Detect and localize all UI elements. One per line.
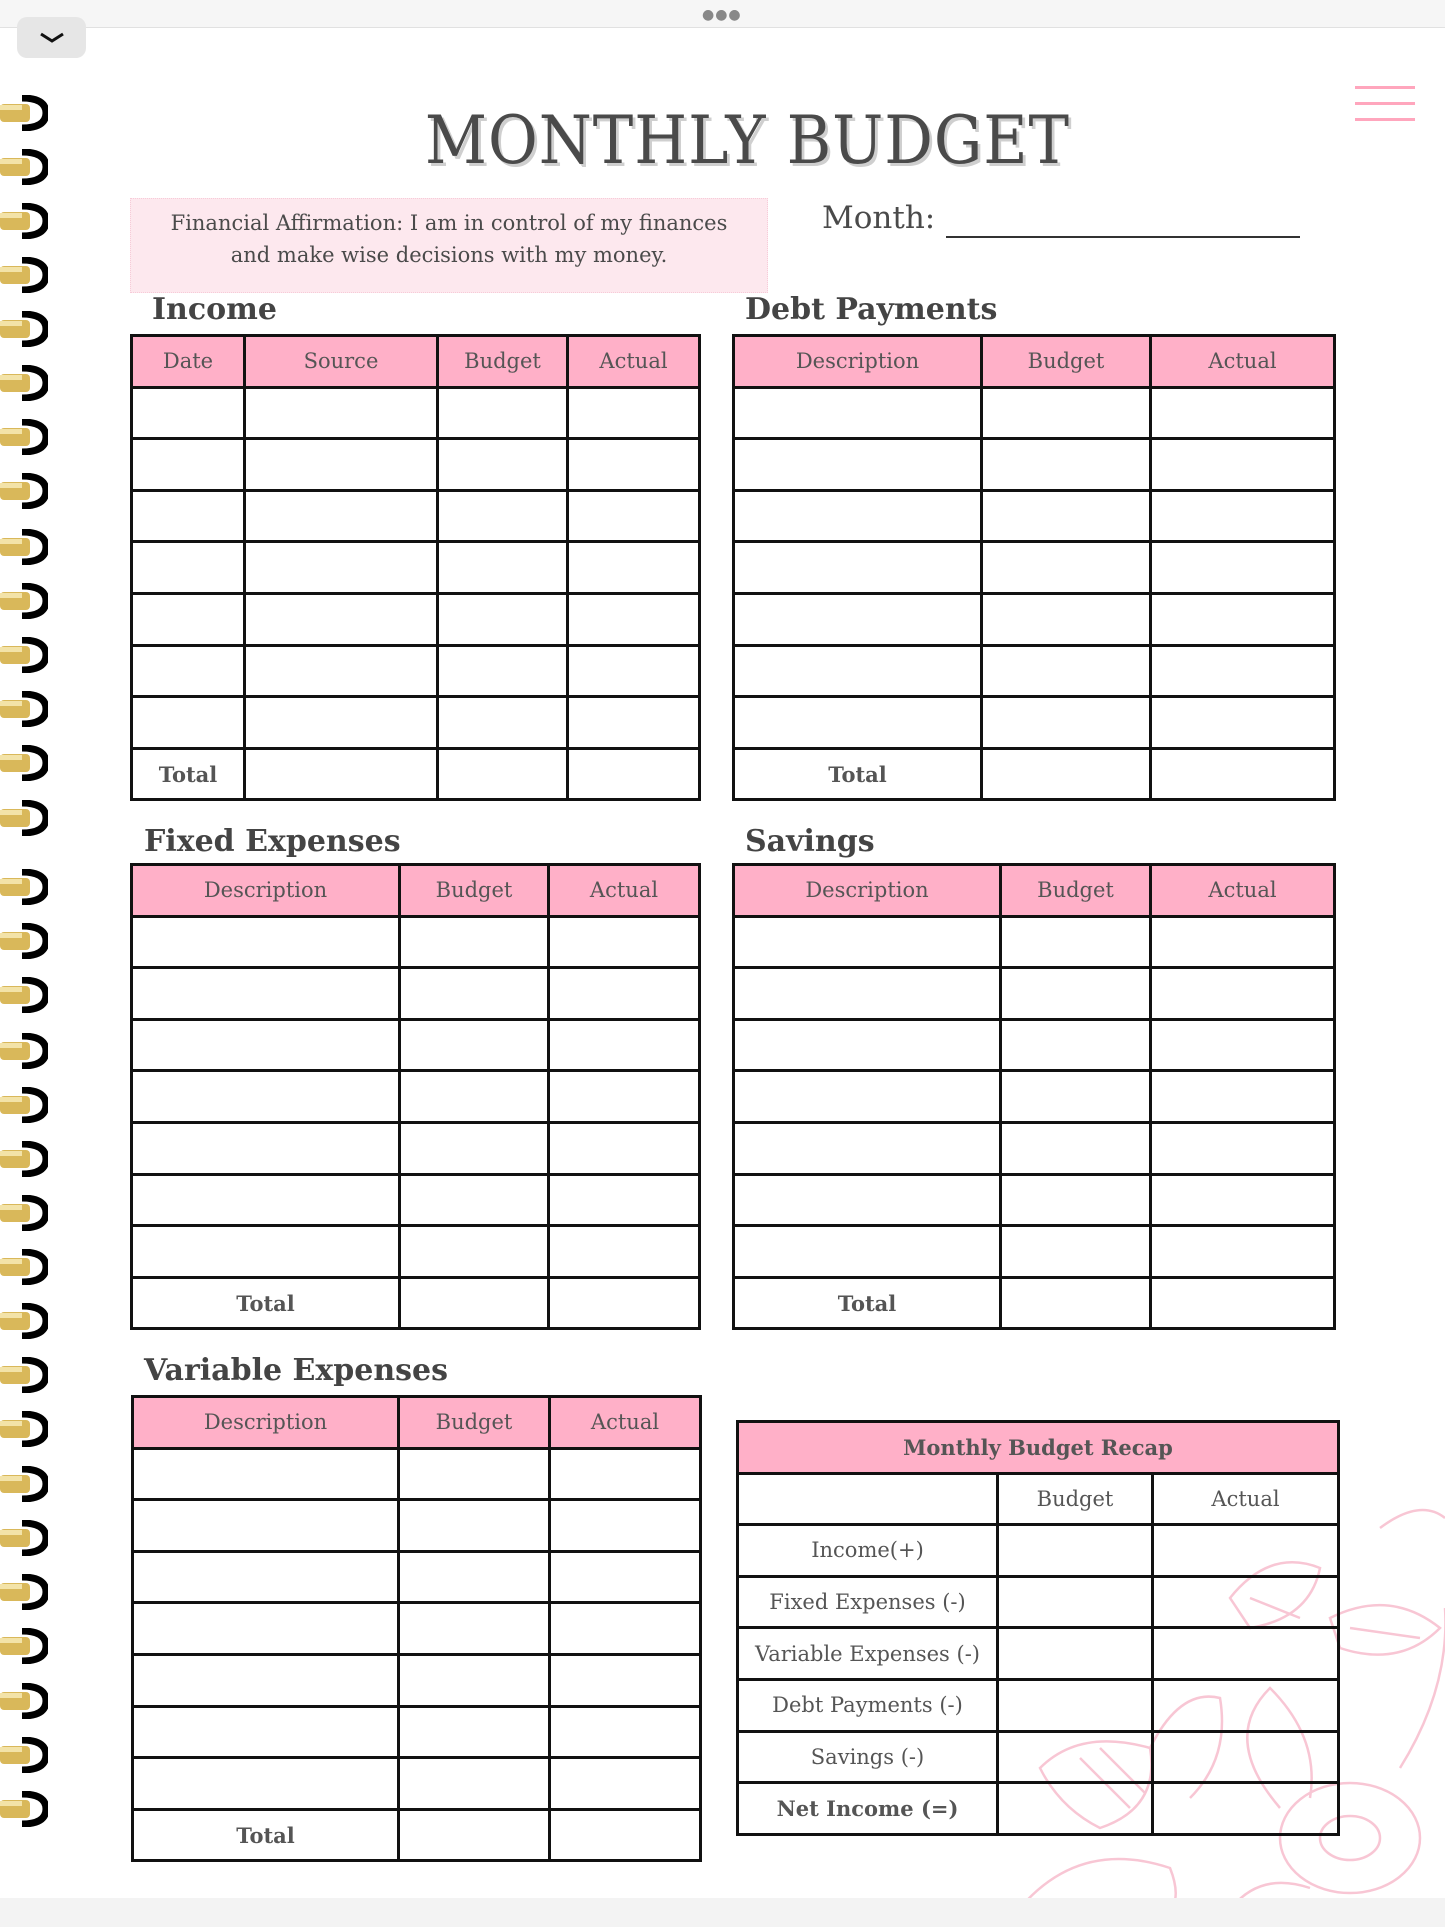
variable-expenses-heading: Variable Expenses [144,1353,448,1388]
table-row [132,968,700,1020]
input-cell[interactable] [132,916,400,968]
variable-table [131,1395,702,1862]
input-cell[interactable] [400,1226,549,1278]
input-cell[interactable] [568,593,700,645]
input-cell[interactable] [568,490,700,542]
input-cell[interactable] [1153,1628,1339,1680]
input-cell[interactable] [1153,1525,1339,1577]
fixed-table [130,863,701,1330]
binding-ring-icon [0,1791,48,1827]
input-cell[interactable] [132,645,245,697]
input-cell[interactable] [245,387,438,439]
input-cell[interactable] [982,697,1151,749]
binding-ring-icon [0,311,48,347]
binding-ring-icon [0,1033,48,1069]
binding-ring-icon [0,257,48,293]
table-row [734,1019,1335,1071]
input-cell[interactable] [132,490,245,542]
recap-row-label: Income(+) [738,1525,998,1577]
input-cell[interactable] [734,645,982,697]
input-cell[interactable] [998,1628,1153,1680]
input-cell[interactable] [399,1448,550,1500]
column-header: Budget [1001,865,1151,917]
binding-ring-icon [0,1303,48,1339]
input-cell[interactable] [982,593,1151,645]
recap-title-row [738,1422,1339,1474]
binding-ring-icon [0,1195,48,1231]
input-cell[interactable] [133,1500,399,1552]
table-header-row [132,336,700,388]
binding-ring-icon [0,1141,48,1177]
table-row [133,1654,701,1706]
input-cell[interactable] [438,748,568,800]
input-cell[interactable] [568,439,700,491]
binding-ring-icon [0,637,48,673]
input-cell[interactable] [1151,542,1335,594]
input-cell[interactable] [438,697,568,749]
input-cell[interactable] [1153,1576,1339,1628]
input-cell[interactable] [982,748,1151,800]
table-row [132,1226,700,1278]
total-label: Total [734,748,982,800]
table-row [133,1758,701,1810]
input-cell[interactable] [568,748,700,800]
input-cell[interactable] [982,645,1151,697]
input-cell[interactable] [734,1071,1001,1123]
table-row [132,1122,700,1174]
input-cell[interactable] [982,387,1151,439]
savings-table [732,863,1336,1330]
table-row [132,1174,700,1226]
recap-title: Monthly Budget Recap [738,1422,1339,1474]
input-cell[interactable] [133,1603,399,1655]
input-cell[interactable] [1001,968,1151,1020]
input-cell[interactable] [998,1679,1153,1731]
table-row [734,697,1335,749]
recap-row-label: Fixed Expenses (-) [738,1576,998,1628]
input-cell[interactable] [1151,490,1335,542]
input-cell[interactable] [998,1731,1153,1783]
input-cell[interactable] [550,1809,701,1861]
input-cell[interactable] [438,490,568,542]
input-cell[interactable] [1151,593,1335,645]
income-heading: Income [152,292,277,327]
binding-ring-icon [0,1357,48,1393]
input-cell[interactable] [399,1706,550,1758]
column-header: Description [734,865,1001,917]
table-row [133,1448,701,1500]
binding-ring-icon [0,529,48,565]
input-cell[interactable] [550,1603,701,1655]
binding-ring-icon [0,95,48,131]
input-cell[interactable] [549,1071,700,1123]
input-cell[interactable] [1151,916,1335,968]
input-cell[interactable] [549,968,700,1020]
input-cell[interactable] [1151,387,1335,439]
binding-ring-icon [0,365,48,401]
page-title: MONTHLY BUDGET [424,102,1070,179]
binding-ring-icon [0,977,48,1013]
binding-ring-icon [0,1249,48,1285]
input-cell[interactable] [982,439,1151,491]
table-row [132,1071,700,1123]
total-label: Total [734,1277,1001,1329]
input-cell[interactable] [1151,1071,1335,1123]
table-row [734,490,1335,542]
total-row [734,748,1335,800]
input-cell[interactable] [399,1654,550,1706]
table-row [132,593,700,645]
input-cell[interactable] [1151,748,1335,800]
column-header: Date [132,336,245,388]
input-cell[interactable] [549,1122,700,1174]
affirmation-box [130,198,768,293]
binding-ring-icon [0,1087,48,1123]
input-cell[interactable] [1001,1122,1151,1174]
input-cell[interactable] [438,593,568,645]
collapse-button[interactable] [17,17,86,58]
input-cell[interactable] [734,490,982,542]
input-cell[interactable] [245,490,438,542]
column-header: Budget [982,336,1151,388]
input-cell[interactable] [245,593,438,645]
input-cell[interactable] [132,697,245,749]
input-cell[interactable] [568,387,700,439]
column-header: Source [245,336,438,388]
input-cell[interactable] [399,1551,550,1603]
input-cell[interactable] [400,1019,549,1071]
input-cell[interactable] [438,542,568,594]
input-cell[interactable] [1151,1019,1335,1071]
input-cell[interactable] [132,968,400,1020]
recap-row [738,1783,1339,1835]
bottom-bar [0,1898,1445,1927]
column-header: Description [734,336,982,388]
column-header: Budget [998,1473,1153,1525]
input-cell[interactable] [400,968,549,1020]
binding-ring-icon [0,1683,48,1719]
input-cell[interactable] [734,439,982,491]
input-cell[interactable] [1151,439,1335,491]
binding-ring-icon [0,691,48,727]
input-cell[interactable] [1001,1277,1151,1329]
binding-ring-icon [0,869,48,905]
column-header: Budget [399,1397,550,1449]
input-cell[interactable] [734,697,982,749]
input-cell[interactable] [399,1500,550,1552]
column-header: Budget [400,865,549,917]
column-header: Description [132,865,400,917]
input-cell[interactable] [982,542,1151,594]
table-row [734,1174,1335,1226]
input-cell[interactable] [982,490,1151,542]
input-cell[interactable] [568,697,700,749]
input-cell[interactable] [1151,645,1335,697]
input-cell[interactable] [132,542,245,594]
input-cell[interactable] [132,1019,400,1071]
input-cell[interactable] [1151,1226,1335,1278]
input-cell[interactable] [568,542,700,594]
input-cell[interactable] [132,1226,400,1278]
binding-ring-icon [0,923,48,959]
table-row [133,1706,701,1758]
binding-ring-icon [0,1466,48,1502]
total-label: Total [133,1809,399,1861]
column-header: Description [133,1397,399,1449]
affirmation-line-1: Financial Affirmation: I am in control of my finances [170,211,728,235]
month-label: Month: [822,200,936,236]
input-cell[interactable] [438,387,568,439]
input-cell[interactable] [734,593,982,645]
binding-ring-icon [0,473,48,509]
input-cell[interactable] [399,1603,550,1655]
input-cell[interactable] [399,1758,550,1810]
input-cell[interactable] [245,748,438,800]
input-cell[interactable] [245,697,438,749]
table-row [132,697,700,749]
debt-table [732,334,1336,801]
more-dots-icon[interactable]: ●●● [702,7,742,23]
savings-heading: Savings [745,824,875,859]
table-row [734,593,1335,645]
column-header [738,1473,998,1525]
input-cell[interactable] [1001,1019,1151,1071]
binding-ring-icon [0,1411,48,1447]
input-cell[interactable] [549,916,700,968]
input-cell[interactable] [133,1706,399,1758]
column-header: Actual [549,865,700,917]
table-header-row [132,865,700,917]
table-header-row [734,336,1335,388]
planner-page [0,28,1445,1898]
table-header-row [133,1397,701,1449]
input-cell[interactable] [550,1500,701,1552]
input-cell[interactable] [132,1122,400,1174]
recap-row [738,1628,1339,1680]
binding-ring-icon [0,1520,48,1556]
input-cell[interactable] [133,1551,399,1603]
input-cell[interactable] [1151,1277,1335,1329]
table-row [132,387,700,439]
input-cell[interactable] [734,1226,1001,1278]
input-cell[interactable] [132,1071,400,1123]
column-header: Actual [1151,336,1335,388]
recap-row [738,1679,1339,1731]
input-cell[interactable] [734,1122,1001,1174]
chevron-down-icon [39,31,65,45]
input-cell[interactable] [998,1783,1153,1835]
input-cell[interactable] [400,916,549,968]
input-cell[interactable] [1151,697,1335,749]
input-cell[interactable] [1153,1679,1339,1731]
input-cell[interactable] [550,1758,701,1810]
input-cell[interactable] [549,1019,700,1071]
column-header: Actual [550,1397,701,1449]
binding-ring-icon [0,149,48,185]
input-cell[interactable] [132,1174,400,1226]
table-row [734,1226,1335,1278]
table-row [132,439,700,491]
recap-column-row [738,1473,1339,1525]
total-row [734,1277,1335,1329]
table-row [734,1071,1335,1123]
input-cell[interactable] [998,1525,1153,1577]
table-header-row [734,865,1335,917]
input-cell[interactable] [734,916,1001,968]
input-cell[interactable] [734,387,982,439]
input-cell[interactable] [438,645,568,697]
input-cell[interactable] [132,593,245,645]
input-cell[interactable] [734,542,982,594]
fixed-expenses-heading: Fixed Expenses [144,824,401,859]
input-cell[interactable] [1153,1783,1339,1835]
table-row [133,1500,701,1552]
column-header: Actual [568,336,700,388]
table-row [132,542,700,594]
debt-heading: Debt Payments [745,292,998,327]
recap-row [738,1731,1339,1783]
input-cell[interactable] [549,1226,700,1278]
table-row [734,645,1335,697]
table-row [133,1551,701,1603]
column-header: Actual [1153,1473,1339,1525]
total-row [133,1809,701,1861]
month-input-line[interactable] [946,236,1300,238]
table-row [133,1603,701,1655]
input-cell[interactable] [550,1551,701,1603]
table-row [734,542,1335,594]
input-cell[interactable] [1001,1071,1151,1123]
input-cell[interactable] [133,1758,399,1810]
input-cell[interactable] [245,439,438,491]
total-label: Total [132,748,245,800]
table-row [734,1122,1335,1174]
input-cell[interactable] [1001,916,1151,968]
table-row [132,645,700,697]
input-cell[interactable] [568,645,700,697]
input-cell[interactable] [734,968,1001,1020]
total-row [132,748,700,800]
input-cell[interactable] [132,439,245,491]
income-table [130,334,701,801]
table-row [734,916,1335,968]
table-row [132,490,700,542]
binding-ring-icon [0,1737,48,1773]
top-bar [0,0,1445,28]
input-cell[interactable] [132,387,245,439]
table-row [132,1019,700,1071]
input-cell[interactable] [1151,1122,1335,1174]
input-cell[interactable] [399,1809,550,1861]
recap-row-label: Net Income (=) [738,1783,998,1835]
input-cell[interactable] [438,439,568,491]
input-cell[interactable] [245,645,438,697]
binding-ring-icon [0,1574,48,1610]
binding-ring-icon [0,583,48,619]
binding-ring-icon [0,203,48,239]
input-cell[interactable] [550,1448,701,1500]
input-cell[interactable] [400,1174,549,1226]
recap-row-label: Debt Payments (-) [738,1679,998,1731]
binding-ring-icon [0,419,48,455]
total-label: Total [132,1277,400,1329]
input-cell[interactable] [1151,968,1335,1020]
input-cell[interactable] [400,1122,549,1174]
binding-ring-icon [0,1628,48,1664]
input-cell[interactable] [400,1277,549,1329]
binding-ring-icon [0,745,48,781]
table-row [132,916,700,968]
recap-row [738,1576,1339,1628]
table-row [734,968,1335,1020]
table-row [734,387,1335,439]
input-cell[interactable] [549,1174,700,1226]
input-cell[interactable] [133,1448,399,1500]
recap-row-label: Variable Expenses (-) [738,1628,998,1680]
recap-row [738,1525,1339,1577]
total-row [132,1277,700,1329]
input-cell[interactable] [550,1706,701,1758]
recap-row-label: Savings (-) [738,1731,998,1783]
column-header: Actual [1151,865,1335,917]
input-cell[interactable] [400,1071,549,1123]
input-cell[interactable] [245,542,438,594]
column-header: Budget [438,336,568,388]
input-cell[interactable] [549,1277,700,1329]
input-cell[interactable] [734,1019,1001,1071]
input-cell[interactable] [998,1576,1153,1628]
affirmation-line-2: and make wise decisions with my money. [230,243,668,267]
input-cell[interactable] [1001,1226,1151,1278]
input-cell[interactable] [1153,1731,1339,1783]
input-cell[interactable] [1151,1174,1335,1226]
input-cell[interactable] [1001,1174,1151,1226]
input-cell[interactable] [734,1174,1001,1226]
input-cell[interactable] [550,1654,701,1706]
input-cell[interactable] [133,1654,399,1706]
table-row [734,439,1335,491]
binding-ring-icon [0,800,48,836]
recap-table [736,1420,1340,1836]
